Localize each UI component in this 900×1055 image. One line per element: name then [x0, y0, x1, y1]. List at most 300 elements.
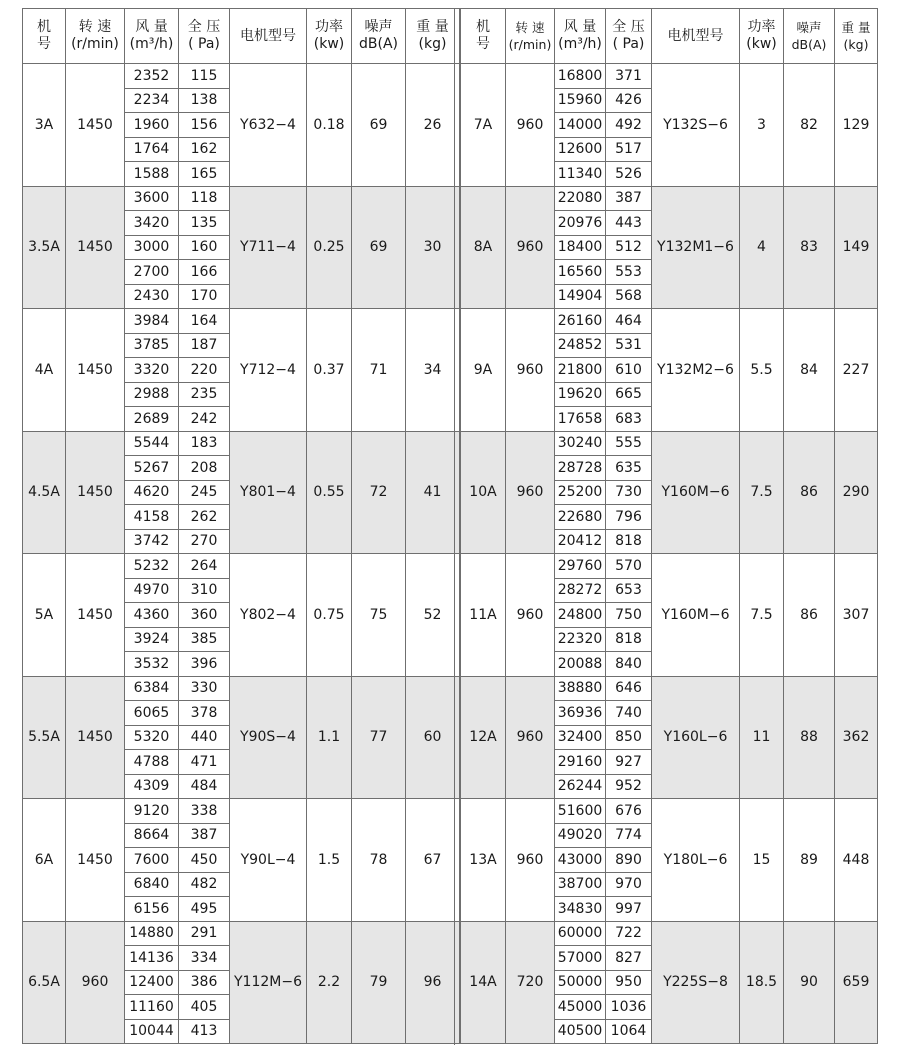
- airflow-cell: 6065: [125, 701, 179, 726]
- airflow-cell: 16800: [555, 64, 606, 89]
- model-group: [461, 921, 878, 1044]
- header-power: 功率 (kw): [740, 9, 784, 64]
- pressure-cell: 818: [606, 529, 652, 554]
- motor-cell: Y711−4: [230, 186, 307, 309]
- airflow-cell: 4970: [125, 578, 179, 603]
- pressure-cell: 443: [606, 211, 652, 236]
- airflow-cell: 36936: [555, 701, 606, 726]
- pressure-cell: 426: [606, 88, 652, 113]
- speed-cell: 960: [506, 64, 555, 187]
- airflow-cell: 3320: [125, 358, 179, 383]
- model-cell: 5.5A: [23, 676, 66, 799]
- model-group: [23, 799, 460, 922]
- airflow-cell: 5320: [125, 725, 179, 750]
- airflow-cell: 18400: [555, 235, 606, 260]
- airflow-cell: 4158: [125, 505, 179, 530]
- weight-cell: 227: [835, 309, 878, 432]
- speed-cell: 1450: [66, 186, 125, 309]
- airflow-cell: 14880: [125, 921, 179, 946]
- pressure-cell: 676: [606, 799, 652, 824]
- speed-cell: 960: [506, 186, 555, 309]
- speed-cell: 1450: [66, 554, 125, 677]
- noise-cell: 90: [784, 921, 835, 1044]
- airflow-cell: 4788: [125, 750, 179, 775]
- model-cell: 5A: [23, 554, 66, 677]
- model-cell: 12A: [461, 676, 506, 799]
- airflow-cell: 20088: [555, 652, 606, 677]
- header-model: 机 号: [461, 9, 506, 64]
- airflow-cell: 38880: [555, 676, 606, 701]
- airflow-cell: 45000: [555, 995, 606, 1020]
- model-cell: 6.5A: [23, 921, 66, 1044]
- pressure-cell: 396: [179, 652, 230, 677]
- weight-cell: 41: [406, 431, 460, 554]
- motor-cell: Y160M−6: [652, 431, 740, 554]
- airflow-cell: 26244: [555, 774, 606, 799]
- airflow-cell: 6156: [125, 897, 179, 922]
- airflow-cell: 11160: [125, 995, 179, 1020]
- header-noise: 噪声 dB(A): [352, 9, 406, 64]
- pressure-cell: 115: [179, 64, 230, 89]
- pressure-cell: 531: [606, 333, 652, 358]
- pressure-cell: 378: [179, 701, 230, 726]
- table-row: [461, 64, 878, 89]
- airflow-cell: 26160: [555, 309, 606, 334]
- pressure-cell: 334: [179, 946, 230, 971]
- weight-cell: 60: [406, 676, 460, 799]
- pressure-cell: 118: [179, 186, 230, 211]
- pressure-cell: 245: [179, 480, 230, 505]
- airflow-cell: 2700: [125, 260, 179, 285]
- motor-cell: Y180L−6: [652, 799, 740, 922]
- pressure-cell: 156: [179, 113, 230, 138]
- pressure-cell: 164: [179, 309, 230, 334]
- pressure-cell: 338: [179, 799, 230, 824]
- header-model: 机 号: [23, 9, 66, 64]
- speed-cell: 1450: [66, 431, 125, 554]
- pressure-cell: 774: [606, 823, 652, 848]
- motor-cell: Y132M1−6: [652, 186, 740, 309]
- model-group: [23, 64, 460, 187]
- noise-cell: 69: [352, 64, 406, 187]
- airflow-cell: 8664: [125, 823, 179, 848]
- column-divider: [454, 8, 455, 1045]
- model-group: [461, 676, 878, 799]
- pressure-cell: 952: [606, 774, 652, 799]
- weight-cell: 52: [406, 554, 460, 677]
- pressure-cell: 135: [179, 211, 230, 236]
- airflow-cell: 5232: [125, 554, 179, 579]
- pressure-cell: 310: [179, 578, 230, 603]
- power-cell: 0.25: [307, 186, 352, 309]
- airflow-cell: 3420: [125, 211, 179, 236]
- pressure-cell: 482: [179, 872, 230, 897]
- pressure-cell: 484: [179, 774, 230, 799]
- model-group: [461, 186, 878, 309]
- airflow-cell: 3924: [125, 627, 179, 652]
- pressure-cell: 568: [606, 284, 652, 309]
- airflow-cell: 38700: [555, 872, 606, 897]
- pressure-cell: 750: [606, 603, 652, 628]
- pressure-cell: 1036: [606, 995, 652, 1020]
- power-cell: 5.5: [740, 309, 784, 432]
- airflow-cell: 21800: [555, 358, 606, 383]
- model-cell: 6A: [23, 799, 66, 922]
- table-row: [23, 64, 460, 89]
- airflow-cell: 57000: [555, 946, 606, 971]
- pressure-cell: 413: [179, 1019, 230, 1044]
- header-motor: 电机型号: [230, 9, 307, 64]
- airflow-cell: 3532: [125, 652, 179, 677]
- weight-cell: 307: [835, 554, 878, 677]
- model-cell: 4A: [23, 309, 66, 432]
- airflow-cell: 17658: [555, 407, 606, 432]
- airflow-cell: 2234: [125, 88, 179, 113]
- pressure-cell: 165: [179, 162, 230, 187]
- model-group: [461, 799, 878, 922]
- weight-cell: 34: [406, 309, 460, 432]
- table-row: [23, 431, 460, 456]
- airflow-cell: 4360: [125, 603, 179, 628]
- noise-cell: 71: [352, 309, 406, 432]
- airflow-cell: 25200: [555, 480, 606, 505]
- motor-cell: Y132M2−6: [652, 309, 740, 432]
- spec-table-left: [22, 8, 460, 1044]
- pressure-cell: 570: [606, 554, 652, 579]
- header-row: [461, 9, 878, 64]
- airflow-cell: 5267: [125, 456, 179, 481]
- noise-cell: 75: [352, 554, 406, 677]
- header-speed: 转 速 (r/min): [506, 9, 555, 64]
- airflow-cell: 9120: [125, 799, 179, 824]
- airflow-cell: 29160: [555, 750, 606, 775]
- speed-cell: 960: [506, 676, 555, 799]
- model-cell: 4.5A: [23, 431, 66, 554]
- table-row: [461, 921, 878, 946]
- power-cell: 1.1: [307, 676, 352, 799]
- airflow-cell: 2352: [125, 64, 179, 89]
- pressure-cell: 270: [179, 529, 230, 554]
- motor-cell: Y802−4: [230, 554, 307, 677]
- model-group: [23, 186, 460, 309]
- power-cell: 2.2: [307, 921, 352, 1044]
- airflow-cell: 4620: [125, 480, 179, 505]
- airflow-cell: 11340: [555, 162, 606, 187]
- pressure-cell: 653: [606, 578, 652, 603]
- pressure-cell: 291: [179, 921, 230, 946]
- pressure-cell: 1064: [606, 1019, 652, 1044]
- pressure-cell: 492: [606, 113, 652, 138]
- model-group: [23, 309, 460, 432]
- pressure-cell: 495: [179, 897, 230, 922]
- motor-cell: Y90S−4: [230, 676, 307, 799]
- pressure-cell: 526: [606, 162, 652, 187]
- weight-cell: 67: [406, 799, 460, 922]
- header-pressure: 全 压 ( Pa): [179, 9, 230, 64]
- table-row: [23, 799, 460, 824]
- power-cell: 11: [740, 676, 784, 799]
- noise-cell: 83: [784, 186, 835, 309]
- power-cell: 15: [740, 799, 784, 922]
- airflow-cell: 6840: [125, 872, 179, 897]
- pressure-cell: 722: [606, 921, 652, 946]
- pressure-cell: 385: [179, 627, 230, 652]
- airflow-cell: 20412: [555, 529, 606, 554]
- airflow-cell: 49020: [555, 823, 606, 848]
- airflow-cell: 28272: [555, 578, 606, 603]
- model-cell: 3A: [23, 64, 66, 187]
- airflow-cell: 22680: [555, 505, 606, 530]
- motor-cell: Y160M−6: [652, 554, 740, 677]
- pressure-cell: 740: [606, 701, 652, 726]
- pressure-cell: 183: [179, 431, 230, 456]
- table-row: [23, 554, 460, 579]
- table-row: [461, 309, 878, 334]
- noise-cell: 69: [352, 186, 406, 309]
- model-group: [23, 921, 460, 1044]
- pressure-cell: 264: [179, 554, 230, 579]
- table-row: [461, 431, 878, 456]
- pressure-cell: 730: [606, 480, 652, 505]
- motor-cell: Y632−4: [230, 64, 307, 187]
- pressure-cell: 387: [179, 823, 230, 848]
- table-row: [23, 309, 460, 334]
- airflow-cell: 14136: [125, 946, 179, 971]
- power-cell: 0.37: [307, 309, 352, 432]
- table-row: [461, 676, 878, 701]
- noise-cell: 79: [352, 921, 406, 1044]
- noise-cell: 78: [352, 799, 406, 922]
- motor-cell: Y225S−8: [652, 921, 740, 1044]
- pressure-cell: 208: [179, 456, 230, 481]
- table-row: [461, 186, 878, 211]
- motor-cell: Y132S−6: [652, 64, 740, 187]
- weight-cell: 362: [835, 676, 878, 799]
- airflow-cell: 5544: [125, 431, 179, 456]
- speed-cell: 960: [506, 309, 555, 432]
- pressure-cell: 471: [179, 750, 230, 775]
- model-group: [461, 554, 878, 677]
- pressure-cell: 970: [606, 872, 652, 897]
- speed-cell: 1450: [66, 309, 125, 432]
- airflow-cell: 20976: [555, 211, 606, 236]
- pressure-cell: 371: [606, 64, 652, 89]
- weight-cell: 149: [835, 186, 878, 309]
- pressure-cell: 553: [606, 260, 652, 285]
- airflow-cell: 12400: [125, 970, 179, 995]
- airflow-cell: 60000: [555, 921, 606, 946]
- airflow-cell: 24800: [555, 603, 606, 628]
- airflow-cell: 22080: [555, 186, 606, 211]
- pressure-cell: 262: [179, 505, 230, 530]
- motor-cell: Y712−4: [230, 309, 307, 432]
- pressure-cell: 997: [606, 897, 652, 922]
- airflow-cell: 7600: [125, 848, 179, 873]
- airflow-cell: 10044: [125, 1019, 179, 1044]
- table-row: [461, 799, 878, 824]
- power-cell: 7.5: [740, 554, 784, 677]
- noise-cell: 88: [784, 676, 835, 799]
- model-group: [23, 554, 460, 677]
- pressure-cell: 796: [606, 505, 652, 530]
- pressure-cell: 665: [606, 382, 652, 407]
- motor-cell: Y801−4: [230, 431, 307, 554]
- airflow-cell: 51600: [555, 799, 606, 824]
- model-group: [23, 676, 460, 799]
- airflow-cell: 6384: [125, 676, 179, 701]
- airflow-cell: 16560: [555, 260, 606, 285]
- pressure-cell: 827: [606, 946, 652, 971]
- model-group: [461, 64, 878, 187]
- power-cell: 0.18: [307, 64, 352, 187]
- power-cell: 0.55: [307, 431, 352, 554]
- pressure-cell: 683: [606, 407, 652, 432]
- power-cell: 7.5: [740, 431, 784, 554]
- power-cell: 18.5: [740, 921, 784, 1044]
- pressure-cell: 890: [606, 848, 652, 873]
- speed-cell: 960: [506, 799, 555, 922]
- airflow-cell: 12600: [555, 137, 606, 162]
- noise-cell: 84: [784, 309, 835, 432]
- table-row: [23, 921, 460, 946]
- pressure-cell: 555: [606, 431, 652, 456]
- pressure-cell: 927: [606, 750, 652, 775]
- airflow-cell: 2689: [125, 407, 179, 432]
- model-group: [461, 309, 878, 432]
- pressure-cell: 242: [179, 407, 230, 432]
- airflow-cell: 24852: [555, 333, 606, 358]
- airflow-cell: 34830: [555, 897, 606, 922]
- header-airflow: 风 量 (m³/h): [125, 9, 179, 64]
- header-noise: 噪声 dB(A): [784, 9, 835, 64]
- airflow-cell: 3984: [125, 309, 179, 334]
- airflow-cell: 1960: [125, 113, 179, 138]
- table-row: [23, 676, 460, 701]
- airflow-cell: 15960: [555, 88, 606, 113]
- pressure-cell: 405: [179, 995, 230, 1020]
- pressure-cell: 387: [606, 186, 652, 211]
- header-pressure: 全 压 ( Pa): [606, 9, 652, 64]
- weight-cell: 448: [835, 799, 878, 922]
- pressure-cell: 450: [179, 848, 230, 873]
- table-row: [23, 186, 460, 211]
- pressure-cell: 235: [179, 382, 230, 407]
- pressure-cell: 360: [179, 603, 230, 628]
- motor-cell: Y90L−4: [230, 799, 307, 922]
- speed-cell: 960: [66, 921, 125, 1044]
- model-cell: 9A: [461, 309, 506, 432]
- spec-table-right: [460, 8, 878, 1044]
- noise-cell: 89: [784, 799, 835, 922]
- weight-cell: 30: [406, 186, 460, 309]
- pressure-cell: 160: [179, 235, 230, 260]
- pressure-cell: 440: [179, 725, 230, 750]
- model-cell: 13A: [461, 799, 506, 922]
- pressure-cell: 818: [606, 627, 652, 652]
- noise-cell: 86: [784, 554, 835, 677]
- pressure-cell: 840: [606, 652, 652, 677]
- weight-cell: 129: [835, 64, 878, 187]
- airflow-cell: 43000: [555, 848, 606, 873]
- header-airflow: 风 量 (m³/h): [555, 9, 606, 64]
- pressure-cell: 610: [606, 358, 652, 383]
- model-cell: 3.5A: [23, 186, 66, 309]
- pressure-cell: 170: [179, 284, 230, 309]
- pressure-cell: 220: [179, 358, 230, 383]
- table-row: [461, 554, 878, 579]
- speed-cell: 1450: [66, 676, 125, 799]
- weight-cell: 26: [406, 64, 460, 187]
- airflow-cell: 3785: [125, 333, 179, 358]
- power-cell: 1.5: [307, 799, 352, 922]
- speed-cell: 1450: [66, 64, 125, 187]
- airflow-cell: 19620: [555, 382, 606, 407]
- model-group: [461, 431, 878, 554]
- airflow-cell: 2988: [125, 382, 179, 407]
- pressure-cell: 330: [179, 676, 230, 701]
- airflow-cell: 30240: [555, 431, 606, 456]
- model-cell: 7A: [461, 64, 506, 187]
- airflow-cell: 14000: [555, 113, 606, 138]
- airflow-cell: 29760: [555, 554, 606, 579]
- airflow-cell: 1588: [125, 162, 179, 187]
- pressure-cell: 187: [179, 333, 230, 358]
- header-weight: 重 量 (kg): [835, 9, 878, 64]
- pressure-cell: 166: [179, 260, 230, 285]
- noise-cell: 86: [784, 431, 835, 554]
- header-weight: 重 量 (kg): [406, 9, 460, 64]
- motor-cell: Y112M−6: [230, 921, 307, 1044]
- speed-cell: 720: [506, 921, 555, 1044]
- motor-cell: Y160L−6: [652, 676, 740, 799]
- noise-cell: 82: [784, 64, 835, 187]
- power-cell: 4: [740, 186, 784, 309]
- speed-cell: 960: [506, 431, 555, 554]
- model-cell: 8A: [461, 186, 506, 309]
- model-group: [23, 431, 460, 554]
- pressure-cell: 512: [606, 235, 652, 260]
- pressure-cell: 646: [606, 676, 652, 701]
- pressure-cell: 517: [606, 137, 652, 162]
- header-speed: 转 速 (r/min): [66, 9, 125, 64]
- power-cell: 0.75: [307, 554, 352, 677]
- header-row: [23, 9, 460, 64]
- noise-cell: 72: [352, 431, 406, 554]
- airflow-cell: 40500: [555, 1019, 606, 1044]
- model-cell: 10A: [461, 431, 506, 554]
- airflow-cell: 22320: [555, 627, 606, 652]
- pressure-cell: 138: [179, 88, 230, 113]
- airflow-cell: 32400: [555, 725, 606, 750]
- airflow-cell: 3600: [125, 186, 179, 211]
- model-cell: 14A: [461, 921, 506, 1044]
- header-power: 功率 (kw): [307, 9, 352, 64]
- weight-cell: 96: [406, 921, 460, 1044]
- weight-cell: 659: [835, 921, 878, 1044]
- pressure-cell: 950: [606, 970, 652, 995]
- airflow-cell: 3000: [125, 235, 179, 260]
- weight-cell: 290: [835, 431, 878, 554]
- power-cell: 3: [740, 64, 784, 187]
- speed-cell: 960: [506, 554, 555, 677]
- noise-cell: 77: [352, 676, 406, 799]
- speed-cell: 1450: [66, 799, 125, 922]
- airflow-cell: 3742: [125, 529, 179, 554]
- airflow-cell: 4309: [125, 774, 179, 799]
- header-motor: 电机型号: [652, 9, 740, 64]
- pressure-cell: 850: [606, 725, 652, 750]
- pressure-cell: 635: [606, 456, 652, 481]
